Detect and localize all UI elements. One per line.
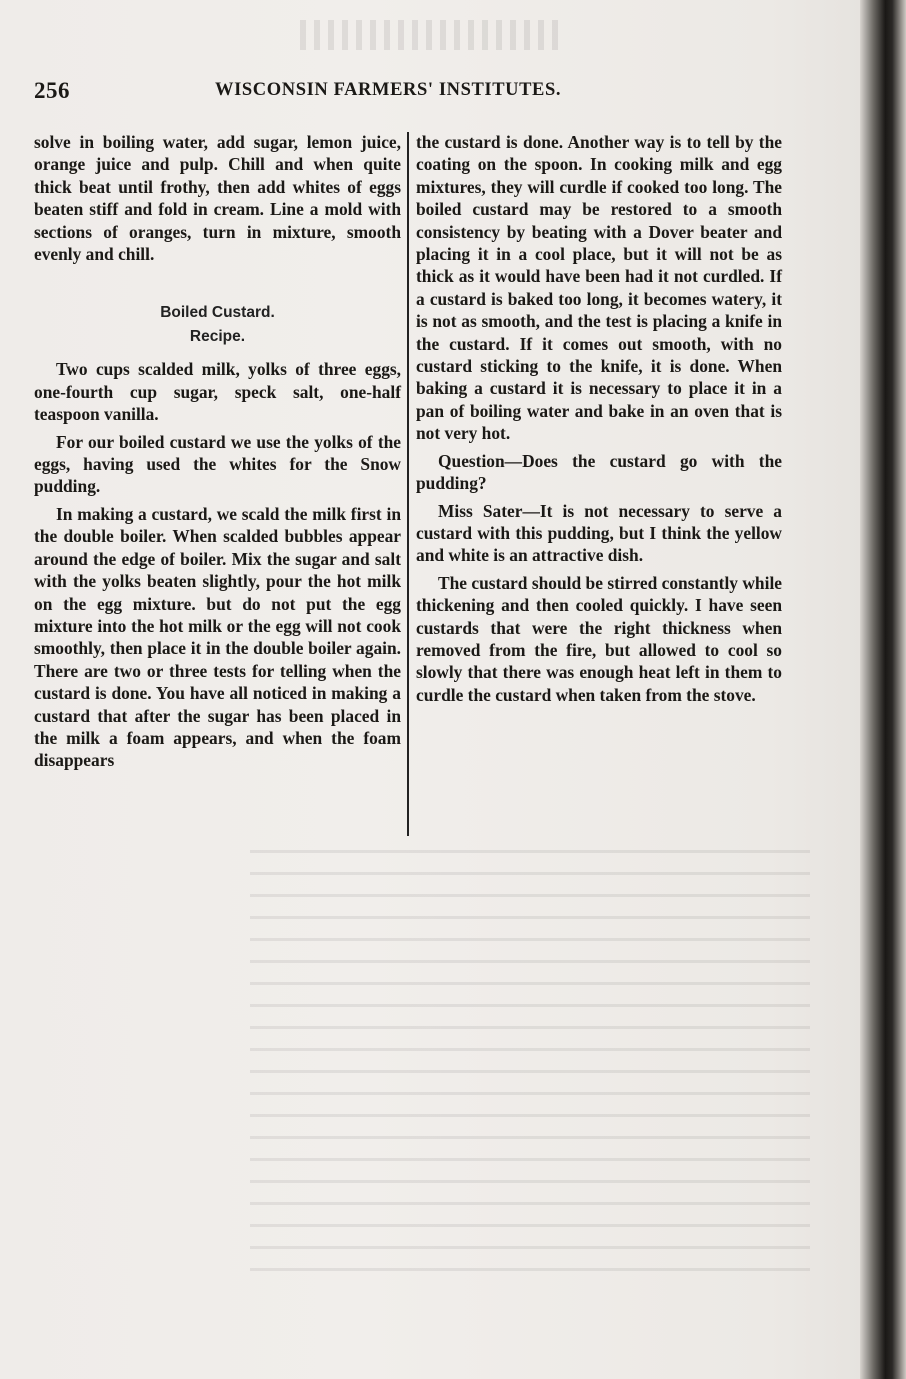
bleed-through-text [250, 850, 810, 1280]
left-column [34, 131, 401, 772]
recipe-ingredients: Two cups scalded milk, yolks of three eggs, one-fourth cup sugar, speck salt, one-half teaspoon vanilla. [34, 359, 401, 425]
page-binding-edge [860, 0, 906, 1379]
answer-paragraph: Miss Sater—It is not necessary to serve a custard with this pudding, but I think the yellow and white is an attractive dish. [416, 500, 782, 566]
page-number: 256 [34, 78, 70, 103]
running-title: WISCONSIN FARMERS' INSTITUTES. [215, 80, 562, 100]
left-paragraph-3: For our boiled custard we use the yolks of the eggs, having used the whites for the Snow pudding. [34, 431, 401, 497]
left-paragraph-4: In making a custard, we scald the milk first in the double boiler. When scalded bubbles appear around the edge of boiler. Mix the sugar and salt with the yolks beaten slightly, pour the hot milk on the egg mixture. but do not put the egg mixture into the hot milk or the egg will not cook smoothly, then place it in the double boiler again. There are two or three tests for telling when the custard is done. You have all noticed in making a custard that after the sugar has been placed in the milk a foam appears, and when the foam disappears [34, 503, 401, 771]
recipe-subheading: Recipe. [189, 328, 246, 346]
section-heading: Boiled Custard. [160, 304, 275, 322]
question-paragraph: Question—Does the custard go with the pudding? [416, 450, 782, 494]
left-paragraph-1: solve in boiling water, add sugar, lemon juice, orange juice and pulp. Chill and when quite thick beat until frothy, then add whites of eggs beaten stiff and fold in cream. Line a mold with sections of oranges, turn in mixture, smooth evenly and chill. [34, 132, 401, 265]
bleed-through-header [300, 20, 560, 50]
right-column [416, 131, 782, 706]
right-paragraph-1: the custard is done. Another way is to tell by the coating on the spoon. In cooking milk and egg mixtures, they will curdle if cooked too long. The boiled custard may be restored to a smooth consistency by beating with a Dover beater and placing it in a cool place, but it will not be as thick as it would have been had it not curdled. If a custard is baked too long, it becomes watery, it is not as smooth, and the test is placing a knife in the custard. If it comes out smooth, with no custard sticking to the knife, it is done. When baking a custard it is necessary to place it in a pan of boiling water and bake in an oven that is not very hot. [416, 132, 782, 444]
right-paragraph-4: The custard should be stirred constantly while thickening and then cooled quickly. I have seen custards that were the right thickness when removed from the fire, but allowed to cool so slowly that there was enough heat left in them to curdle the custard when taken from the stove. [416, 572, 782, 705]
page-header [34, 78, 794, 108]
column-divider [407, 132, 409, 836]
